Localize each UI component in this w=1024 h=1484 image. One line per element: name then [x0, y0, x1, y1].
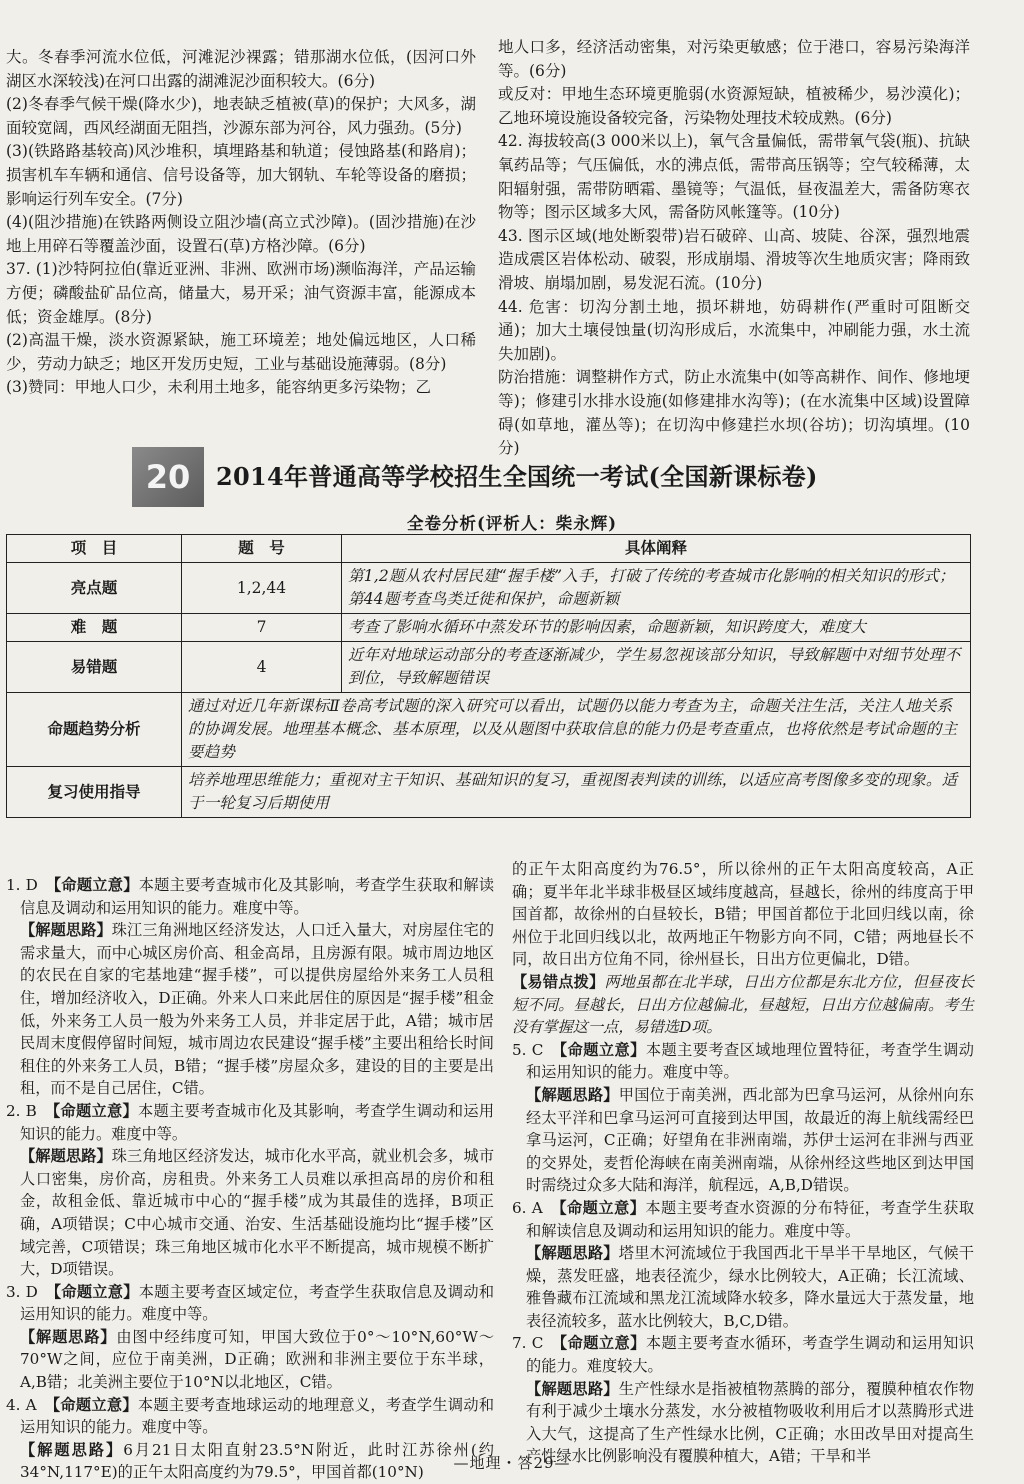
answer-text: 由图中经纬度可知，甲国大致位于0°～10°N,60°W～70°W之间，应位于南美洲，D正确；欧洲和非洲主要位于东半球，A,B错；北美洲主要位于10°N以北地区，C错。 [20, 1327, 495, 1392]
table-row [7, 642, 971, 693]
row-explanation: 第1,2题从农村居民建“握手楼”入手，打破了传统的考查城市化影响的相关知识的形式；第44题考查鸟类迁徙和保护，命题新颖 [342, 563, 971, 614]
answer-text: 本题主要考查城市化及其影响，考查学生调动和运用知识的能力。难度中等。 [20, 1101, 495, 1143]
row-label: 易错题 [7, 642, 182, 693]
answer-tag: 【命题立意】 [53, 876, 139, 894]
table-row [7, 614, 971, 642]
answer-paragraph: 或反对：甲地生态环境更脆弱(水资源短缺，植被稀少，易沙漠化)；乙地环境设施设备较完备，污染物处理技术较成熟。(6分) [498, 85, 970, 127]
bottom-right-column [512, 858, 974, 1468]
bottom-left-column [6, 874, 494, 1484]
answer-text: 珠三角地区经济发达，城市化水平高，就业机会多，城市人口密集，房价高，房租贵。外来务工人员难以承担高昂的房价和租金，故租金低、靠近城市中心的“握手楼”成为其最佳的选择，B项正确，A项错误；C中心城市交通、治安、生活基础设施均比“握手楼”区域完善，C项错误；珠三角地区城市化水平不断提高，城市规模不断扩大，D项错误。 [20, 1147, 495, 1279]
answer-item [6, 874, 494, 919]
page-footer: —地理・答29— [453, 1454, 571, 1472]
answer-paragraph: (2)冬春季气候干燥(降水少)，地表缺乏植被(草)的保护；大风多，湖面较宽阔，西风经湖面无阻挡，沙源东部为河谷，风力强劲。(5分) [6, 95, 476, 137]
answer-tag: 【命题立意】 [558, 1198, 646, 1217]
answer-head: 5. C [512, 1040, 560, 1059]
row-question-no: 7 [182, 614, 342, 642]
answer-tag: 【解题思路】 [526, 1085, 619, 1104]
section-title: 2014年普通高等学校招生全国统一考试(全国新课标卷) [216, 462, 818, 491]
row-label: 亮点题 [7, 563, 182, 614]
answer-tag: 【命题立意】 [52, 1395, 138, 1414]
answer-text: 本题主要考查区域地理位置特征，考查学生调动和运用知识的能力。难度中等。 [526, 1040, 974, 1082]
answer-head: 2. B [6, 1101, 53, 1120]
answer-text: 的正午太阳高度约为76.5°，所以徐州的正午太阳高度较高，A正确；夏半年北半球非极昼区域纬度越高，昼越长，徐州的纬度高于甲国首都，故徐州的白昼较长，B错；甲国首都位于北回归线以南，徐州位于北回归线以北，故两地正午物影方向不同，C错；两地昼长不同，故日出方位角不同，徐州昼长，日出方位更偏北，D错。 [512, 860, 974, 969]
answer-text: 两地虽都在北半球，日出方位都是东北方位，但昼夜长短不同。昼越长，日出方位越偏北，昼越短，日出方位越偏南。考生没有掌握这一点，易错选D项。 [512, 972, 975, 1037]
answer-tag: 【解题思路】 [20, 921, 112, 940]
answer-item [512, 1332, 974, 1377]
answer-paragraph: (3)赞同：甲地人口少，未利用土地多，能容纳更多污染物；乙 [6, 378, 431, 397]
row-label: 难 题 [7, 614, 182, 642]
answer-head: 7. C [512, 1334, 560, 1353]
answer-text: 本题主要考查区域定位，考查学生获取信息及调动和运用知识的能力。难度中等。 [20, 1282, 495, 1324]
answer-item [512, 1197, 974, 1242]
answer-text: 生产性绿水是指被植物蒸腾的部分，覆膜种植农作物有利于减少土壤水分蒸发，水分被植物吸收利用后才以蒸腾形式进入大气，这提高了生产性绿水比例，C正确；水田改旱田对提高生产性绿水比例影响没有覆膜种植大，A错；干旱和半 [526, 1379, 975, 1466]
answer-paragraph: 43. 图示区域(地处断裂带)岩石破碎、山高、坡陡、谷深，强烈地震造成震区岩体松动、破裂，形成崩塌、滑坡等次生地质灾害；降雨致滑坡、崩塌加剧，易发泥石流。(10分) [498, 226, 970, 292]
answer-text: 甲国位于南美洲，西北部为巴拿马运河，从徐州向东经太平洋和巴拿马运河可直接到达甲国，故最近的海上航线需经巴拿马运河，C正确；好望角在非洲南端，苏伊士运河在非洲与西亚的交界处，麦哲伦海峡在南美洲南端，从徐州经这些地区到达甲国时需绕过众多大陆和海洋，航程远，A,B,D错误。 [526, 1085, 975, 1195]
header-item: 项 目 [7, 535, 182, 563]
answer-text: 本题主要考查水循环，考查学生调动和运用知识的能力。难度较大。 [526, 1334, 974, 1376]
table-row [7, 563, 971, 614]
header-explanation: 具体阐释 [342, 535, 971, 563]
table-header-row [7, 535, 971, 563]
analysis-table [6, 534, 971, 818]
answer-tag: 【命题立意】 [52, 1101, 138, 1120]
answer-head: 6. A [512, 1198, 559, 1217]
row-label: 命题趋势分析 [7, 693, 182, 767]
row-question-no: 1,2,44 [182, 563, 342, 614]
answer-paragraph: 42. 海拔较高(3 000米以上)，氧气含量偏低，需带氧气袋(瓶)、抗缺氧药品等；气压偏低，水的沸点低，需带高压锅等；空气较稀薄，太阳辐射强，需带防晒霜、墨镜等；气温低，昼夜温差大，需备防寒衣物等；图示区域多大风，需备防风帐篷等。(10分) [498, 132, 970, 222]
header-question-no: 题 号 [182, 535, 342, 563]
top-right-column [498, 36, 970, 461]
answer-tag: 【命题立意】 [53, 1282, 139, 1301]
answer-tag: 【解题思路】 [526, 1244, 619, 1263]
section-banner [132, 447, 972, 509]
answer-item [6, 919, 494, 1100]
answer-item [512, 858, 974, 971]
row-question-no: 4 [182, 642, 342, 693]
top-left-column [6, 46, 476, 400]
answer-paragraph: (3)(铁路路基较高)风沙堆积，填埋路基和轨道；侵蚀路基(和路肩)；损害机车车辆和通信、信号设备等，加大钢轨、车轮等设备的磨损；影响运行列车安全。(7分) [6, 142, 476, 208]
answer-item [6, 1326, 494, 1394]
answer-text: 珠江三角洲地区经济发达，人口迁入量大，对房屋住宅的需求量大，而中心城区房价高、租金高昂，且房源有限。城市周边地区的农民在自家的宅基地建“握手楼”，可以提供房屋给外来务工人员租住，增加经济收入，D正确。外来人口来此居住的原因是“握手楼”租金低，外来务工人员一般为外来务工人员，并非定居于此，A错；城市居民周末度假停留时间短，城市周边农民建设“握手楼”主要出租给长时间租住的外来务工人员，B错；“握手楼”房屋众多，建设的目的主要是出租，而不是自己居住，C错。 [20, 921, 495, 1098]
answer-tag: 【易错点拨】 [512, 972, 605, 991]
answer-tag: 【命题立意】 [559, 1040, 646, 1059]
answer-item [512, 1084, 974, 1197]
answer-head: 4. A [6, 1395, 53, 1414]
answer-tag: 【解题思路】 [526, 1379, 619, 1398]
answer-head: 1. D [6, 876, 54, 894]
answer-paragraph: (4)(阻沙措施)在铁路两侧设立阻沙墙(高立式沙障)。(固沙措施)在沙地上用碎石等覆盖沙面，设置石(草)方格沙障。(6分) [6, 213, 476, 255]
answer-text: 塔里木河流域位于我国西北干旱半干旱地区，气候干燥，蒸发旺盛，地表径流少，绿水比例较大，A正确；长江流域、雅鲁藏布江流域和黑龙江流域降水较多，降水量远大于蒸发量，地表径流较多，蓝水比例较大，B,C,D错。 [526, 1244, 975, 1330]
answer-item [6, 1145, 494, 1281]
answer-tag: 【解题思路】 [20, 1327, 117, 1346]
answer-paragraph: 大。冬春季河流水位低，河滩泥沙裸露；错那湖水位低，(因河口外湖区水深较浅)在河口出露的湖滩泥沙面积较大。(6分) [6, 48, 476, 90]
answer-text: 本题主要考查水资源的分布特征，考查学生获取和解读信息及调动和运用知识的能力。难度中等。 [526, 1198, 974, 1240]
answer-item [6, 1100, 494, 1145]
answer-tag: 【解题思路】 [20, 1147, 112, 1166]
table-row [7, 693, 971, 767]
answer-paragraph: 地人口多，经济活动密集，对污染更敏感；位于港口，容易污染海洋等。(6分) [498, 38, 970, 80]
row-explanation: 通过对近几年新课标Ⅱ卷高考试题的深入研究可以看出，试题仍以能力考查为主，命题关注生活，关注人地关系的协调发展。地理基本概念、基本原理，以及从题图中获取信息的能力仍是考查重点，也将依然是考试命题的主要趋势 [182, 693, 971, 767]
answer-head: 3. D [6, 1282, 54, 1301]
answer-text: 6月21日太阳直射23.5°N附近，此时江苏徐州(约34°N,117°E)的正午太阳高度约为79.5°，甲国首都(10°N) [20, 1440, 494, 1482]
answer-item [512, 971, 974, 1039]
answer-paragraph: (2)高温干燥，淡水资源紧缺，施工环境差；地处偏远地区，人口稀少，劳动力缺乏；地区开发历史短，工业与基础设施薄弱。(8分) [6, 331, 476, 373]
section-number-badge: 20 [132, 447, 204, 507]
answer-tag: 【命题立意】 [559, 1334, 646, 1353]
answer-paragraph: 44. 危害：切沟分割土地，损坏耕地，妨碍耕作(严重时可阻断交通)；加大土壤侵蚀量(切沟形成后，水流集中，冲刷能力强，水土流失加剧)。 [498, 297, 970, 363]
analysis-caption: 全卷分析(评析人：柴永辉) [406, 514, 618, 533]
answer-item [512, 1039, 974, 1084]
answer-item [6, 1394, 494, 1439]
answer-tag: 【解题思路】 [20, 1440, 124, 1459]
table-row [7, 767, 971, 818]
row-explanation: 考查了影响水循环中蒸发环节的影响因素，命题新颖，知识跨度大，难度大 [342, 614, 971, 642]
answer-text: 本题主要考查城市化及其影响，考查学生获取和解读信息及调动和运用知识的能力。难度中等。 [20, 876, 495, 917]
row-explanation: 培养地理思维能力；重视对主干知识、基础知识的复习，重视图表判读的训练，以适应高考图像多变的现象。适于一轮复习后期使用 [182, 767, 971, 818]
answer-item [6, 1281, 494, 1326]
answer-text: 本题主要考查地球运动的地理意义，考查学生调动和运用知识的能力。难度中等。 [20, 1395, 495, 1437]
answer-item [512, 1242, 974, 1332]
row-label: 复习使用指导 [7, 767, 182, 818]
row-explanation: 近年对地球运动部分的考查逐渐减少，学生易忽视该部分知识，导致解题中对细节处理不到位，导致解题错误 [342, 642, 971, 693]
answer-paragraph: 37. (1)沙特阿拉伯(靠近亚洲、非洲、欧洲市场)濒临海洋，产品运输方便；磷酸盐矿品位高，储量大，易开采；油气资源丰富，能源成本低；资金雄厚。(8分) [6, 260, 476, 326]
answer-paragraph: 防治措施：调整耕作方式，防止水流集中(如等高耕作、间作、修地埂等)；修建引水排水设施(如修建排水沟等)；(在水流集中区域)设置障碍(如草地，灌丛等)；在切沟中修建拦水坝(谷坊)；切沟填埋。(10分) [498, 368, 970, 458]
